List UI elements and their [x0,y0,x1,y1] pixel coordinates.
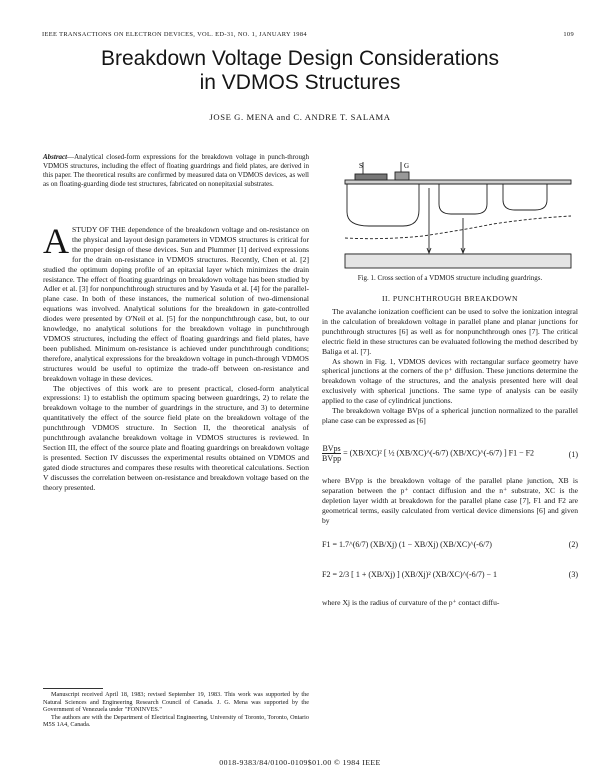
eq2-number: (2) [568,540,578,549]
gate-poly [395,172,409,180]
intro-p1-text: STUDY OF THE dependence of the breakdown voltage and on-resistance on the physical and layout design parameters in VDMOS structures is critical for the proper design of these devices. Sun and Plummer [1] derived expressions for the drain on-resistance in VDMOS structures. Recently, Chen et al. [2] studied the optimum doping profile of an epitaxial layer which minimizes the drain resistance. The effect of floating guardrings on breakdown voltage has been studied by Adler et al. [3] for nonpunchthrough structures and by Yasuda et al. [4] for the parallel-plane case. In both of these instances, the numerical solution of two-dimensional equations was involved. Analytical solutions for the breakdown in gate-controlled diodes were presented by O'Neil et al. [5] for the nonpunchthrough case, but, to our knowledge, no analytical solutions for the breakdown voltage in punchthrough VDMOS structures, including the effect of floating guardrings and field plates, have been published. Minimum on-resistance is achieved under punchthrough conditions; therefore, analytical expressions for the breakdown voltage in punch-through VDMOS structures would be useful to optimize the trade-off between on-resistance and breakdown voltage in these devices. [43,225,309,383]
figure-caption: Fig. 1. Cross section of a VDMOS structure including guardrings. [357,274,543,282]
vdmos-cross-section [343,160,575,272]
copyright-line: 0018-9383/84/0100-0109$01.00 © 1984 IEEE [219,758,381,767]
sec2-paragraph-5: where Xj is the radius of curvature of the p⁺ contact diffu- [322,598,500,607]
running-header [42,31,574,38]
journal-header: IEEE TRANSACTIONS ON ELECTRON DEVICES, VOL. ED-31, NO. 1, JANUARY 1984 [42,31,307,38]
section-2-text-b [322,476,578,526]
eq1-lhs-den: BVpp [322,454,342,463]
abstract: Abstract—Analytical closed-form expressions for the breakdown voltage in punch-through VDMOS structures, including the effect of floating guardrings and field plates, are derived in this paper. The theoretical results are confirmed by measured data on VDMOS devices, as well as on floating-guarding diode test structures, fabricated on nonepitaxial substrates. [43,153,309,188]
footnote-1: Manuscript received April 18, 1983; revised September 19, 1983. This work was supported by the Natural Sciences and Engineering Research Council of Canada. J. G. Mena was supported by the Government of Venezuela under "FONINVES." [43,691,309,714]
figure-1 [343,160,575,277]
eq1-number: (1) [568,450,578,459]
sec2-paragraph-2: As shown in Fig. 1, VDMOS devices with rectangular surface geometry have spherical junctions at the corners of the p⁺ diffusion. These junctions determine the breakdown voltage of the structures, and the analysis presented here will deal exclusively with spherical junctions. The same type of analysis can be easily applied to the case of cylindrical junctions. [322,356,578,406]
source-metal [355,174,387,180]
paper-title [0,47,600,95]
eq2-body: F1 = 1.7^(6/7) (XB/Xj) (1 − XB/Xj) (XB/XC)^(-6/7) [322,540,492,549]
eq3-body: F2 = 2/3 [ 1 + (XB/Xj) ] (XB/Xj)² (XB/XC)^(-6/7) − 1 [322,570,498,579]
intro-paragraph-2: The objectives of this work are to present practical, closed-form analytical expressions: 1) to establish the optimum spacing between guardrings, 2) to relate the breakdown voltage to the number of guardrings in the structure, and 3) to determine quantitatively the effect of the source field plate on the breakdown voltage of the punchthrough VDMOS structure. In Section II, the theoretical analysis of punchthrough avalanche breakdown voltage in VDMOS structures is reviewed. In Section III, the effect of the source plate and floating guardrings on breakdown voltage is presented. Section IV discusses the experimental results obtained on VDMOS and gated diode structures and compares these results with theoretical calculations. Section V discusses the correlation between on-resistance and breakdown voltage based on the theory presented. [43,383,309,492]
title-line-1: Breakdown Voltage Design Considerations [100,47,500,70]
equation-1 [322,444,578,463]
footnote-2: The authors are with the Department of Electrical Engineering, University of Toronto, Toronto, Ontario M5S 1A4, Canada. [43,713,309,729]
depletion-edge [345,216,571,239]
sec2-paragraph-1: The avalanche ionization coefficient can be used to solve the ionization integral in the calculation of breakdown voltage in parallel plane and planar junctions for punchthrough structures [6] as well as for nonpunchthrough ones [7]. The critical electric field in these structures can be evaluated following the method described by Baliga et al. [7]. [322,307,578,356]
sec2-paragraph-3: The breakdown voltage BVps of a spherical junction normalized to the parallel plane case can be expressed as [6] [322,406,578,425]
intro-paragraph-1 [43,221,309,384]
section-2-text-a [322,307,578,426]
n-plus-substrate [345,254,571,268]
title-line-2: in VDMOS Structures [199,71,401,94]
abstract-label: Abstract [43,153,68,161]
label-g: G [404,162,410,170]
author-line: JOSE G. MENA and C. ANDRE T. SALAMA [209,112,391,122]
oxide-layer [345,180,571,184]
sec2-paragraph-4: where BVpp is the breakdown voltage of the parallel plane junction, XB is separation between the p⁺ contact diffusion and the n⁺ substrate, XC is the depletion layer width at breakdown for the parallel plane case [7], F1 and F2 are geometrical terms, easily calculated from vertical device dimensions [6] and given by [322,476,578,525]
section-heading: II. PUNCHTHROUGH BREAKDOWN [382,294,518,303]
footnote-rule [43,688,103,689]
p-base-left [347,184,419,226]
eq3-number: (3) [568,570,578,579]
footnotes [43,688,309,729]
eq1-lhs-num: BVps [322,444,341,453]
equation-2 [322,540,578,549]
guardring-1 [439,184,487,214]
guardring-2 [503,184,547,210]
drop-cap: A [43,221,69,261]
equation-3 [322,570,578,579]
introduction [43,221,309,492]
page-number: 109 [563,31,574,38]
abstract-text: Analytical closed-form expressions for the breakdown voltage in punch-through VDMOS structures, including the effect of floating guardrings and field plates, are derived in this paper. The theoretical results are confirmed by measured data on VDMOS devices, as well as on floating-guarding diode test structures, fabricated on nonepitaxial substrates. [43,153,309,188]
label-s: S [359,162,363,170]
section-2-text-c [322,598,578,607]
eq1-body: = (XB/XC)² [ ½ (XB/XC)^(-6/7) (XB/XC)^(-6/7) ] F1 − F2 [343,448,535,458]
eq1-lhs [322,444,341,463]
